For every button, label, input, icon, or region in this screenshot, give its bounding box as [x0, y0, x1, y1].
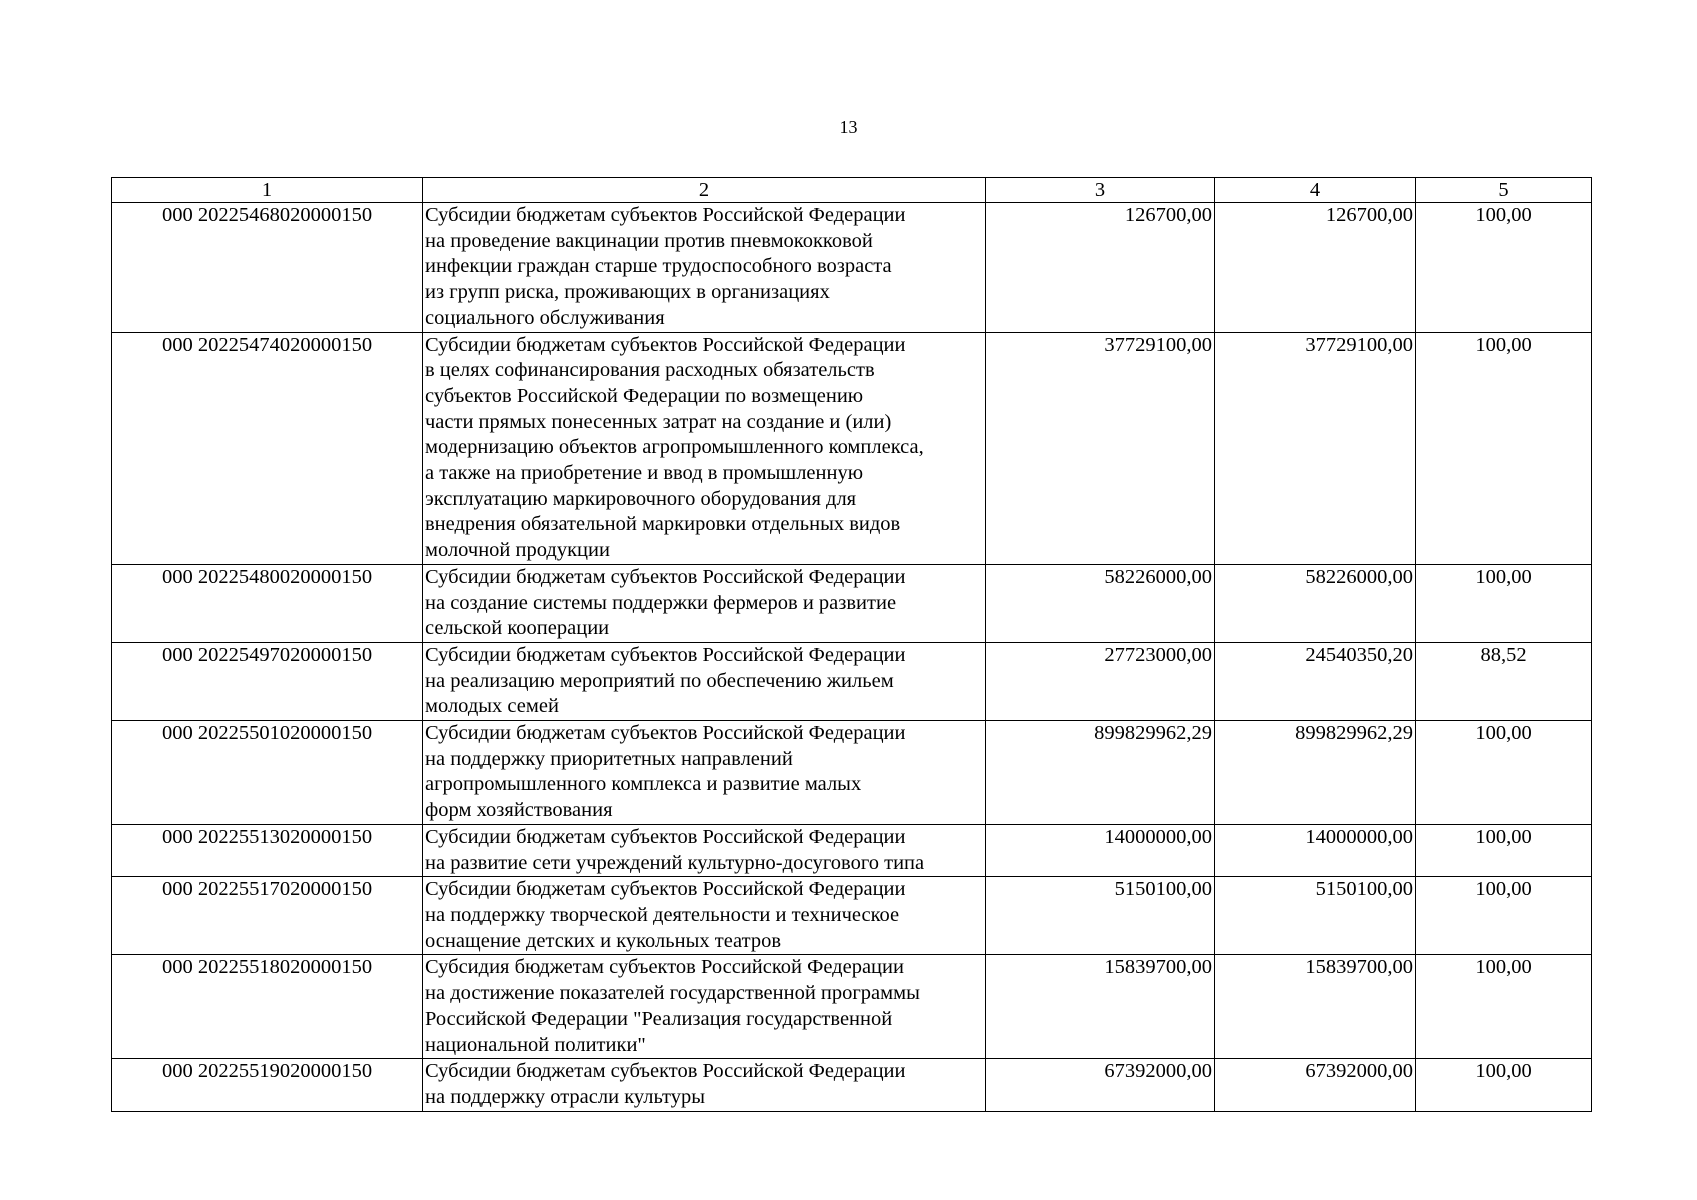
row-name: Субсидии бюджетам субъектов Российской Федерации на реализацию мероприятий по обеспечению жильем молодых семей — [423, 642, 986, 720]
row-col4: 67392000,00 — [1215, 1059, 1416, 1111]
table-row — [112, 564, 1592, 642]
row-col5: 100,00 — [1416, 564, 1592, 642]
budget-table — [111, 177, 1592, 1112]
row-col4: 899829962,29 — [1215, 721, 1416, 825]
row-name: Субсидии бюджетам субъектов Российской Федерации в целях софинансирования расходных обязательств субъектов Российской Федерации по возмещению части прямых понесенных затрат на создание и (или) модернизацию объектов агропромышленного комплекса, а также на приобретение и ввод в промышленную эксплуатацию маркировочного оборудования для внедрения обязательной маркировки отдельных видов молочной продукции — [423, 332, 986, 564]
row-col3: 5150100,00 — [986, 877, 1215, 955]
row-col5: 100,00 — [1416, 877, 1592, 955]
row-col4: 126700,00 — [1215, 203, 1416, 333]
row-code: 000 20225468020000150 — [112, 203, 423, 333]
table-row — [112, 824, 1592, 876]
row-code: 000 20225501020000150 — [112, 721, 423, 825]
header-col-3: 3 — [986, 178, 1215, 203]
header-col-2: 2 — [423, 178, 986, 203]
table-row — [112, 1059, 1592, 1111]
row-col4: 37729100,00 — [1215, 332, 1416, 564]
row-col3: 126700,00 — [986, 203, 1215, 333]
header-col-1: 1 — [112, 178, 423, 203]
row-col5: 100,00 — [1416, 1059, 1592, 1111]
row-name: Субсидии бюджетам субъектов Российской Федерации на развитие сети учреждений культурно-досугового типа — [423, 824, 986, 876]
row-col4: 5150100,00 — [1215, 877, 1416, 955]
row-name: Субсидии бюджетам субъектов Российской Федерации на поддержку отрасли культуры — [423, 1059, 986, 1111]
table-body — [112, 203, 1592, 1112]
row-col3: 37729100,00 — [986, 332, 1215, 564]
table-row — [112, 642, 1592, 720]
page-number: 13 — [839, 117, 858, 137]
table-header — [112, 178, 1592, 203]
row-col3: 899829962,29 — [986, 721, 1215, 825]
row-name: Субсидии бюджетам субъектов Российской Федерации на создание системы поддержки фермеров и развитие сельской кооперации — [423, 564, 986, 642]
row-col5: 100,00 — [1416, 955, 1592, 1059]
row-col4: 14000000,00 — [1215, 824, 1416, 876]
row-name: Субсидии бюджетам субъектов Российской Федерации на проведение вакцинации против пневмококковой инфекции граждан старше трудоспособного возраста из групп риска, проживающих в организациях социального обслуживания — [423, 203, 986, 333]
header-row — [112, 178, 1592, 203]
row-col4: 58226000,00 — [1215, 564, 1416, 642]
row-col5: 100,00 — [1416, 332, 1592, 564]
table-row — [112, 332, 1592, 564]
row-col5: 88,52 — [1416, 642, 1592, 720]
row-code: 000 20225517020000150 — [112, 877, 423, 955]
row-code: 000 20225480020000150 — [112, 564, 423, 642]
row-col3: 58226000,00 — [986, 564, 1215, 642]
table-row — [112, 203, 1592, 333]
row-name: Субсидии бюджетам субъектов Российской Федерации на поддержку творческой деятельности и техническое оснащение детских и кукольных театров — [423, 877, 986, 955]
row-name: Субсидии бюджетам субъектов Российской Федерации на поддержку приоритетных направлений агропромышленного комплекса и развитие малых форм хозяйствования — [423, 721, 986, 825]
header-col-5: 5 — [1416, 178, 1592, 203]
row-code: 000 20225518020000150 — [112, 955, 423, 1059]
table-row — [112, 721, 1592, 825]
row-col3: 27723000,00 — [986, 642, 1215, 720]
row-code: 000 20225497020000150 — [112, 642, 423, 720]
row-col5: 100,00 — [1416, 824, 1592, 876]
row-code: 000 20225474020000150 — [112, 332, 423, 564]
table-row — [112, 955, 1592, 1059]
header-col-4: 4 — [1215, 178, 1416, 203]
row-name: Субсидия бюджетам субъектов Российской Федерации на достижение показателей государственной программы Российской Федерации "Реализация государственной национальной политики" — [423, 955, 986, 1059]
row-code: 000 20225519020000150 — [112, 1059, 423, 1111]
row-col4: 15839700,00 — [1215, 955, 1416, 1059]
row-col4: 24540350,20 — [1215, 642, 1416, 720]
row-code: 000 20225513020000150 — [112, 824, 423, 876]
row-col5: 100,00 — [1416, 203, 1592, 333]
row-col3: 67392000,00 — [986, 1059, 1215, 1111]
row-col3: 15839700,00 — [986, 955, 1215, 1059]
row-col5: 100,00 — [1416, 721, 1592, 825]
table-row — [112, 877, 1592, 955]
row-col3: 14000000,00 — [986, 824, 1215, 876]
